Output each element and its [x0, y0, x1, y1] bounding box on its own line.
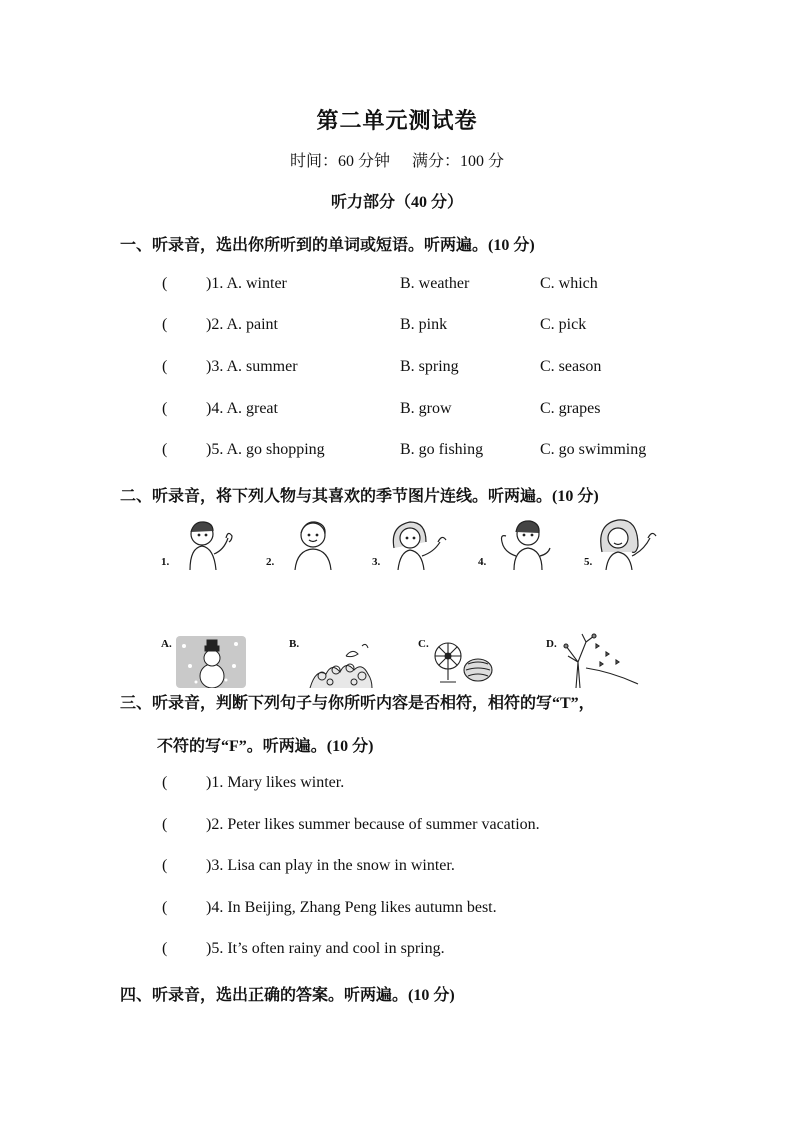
- girl-curly-hair-icon: [596, 516, 662, 570]
- s1-q1-option-c: C. which: [540, 275, 598, 292]
- tree-autumn-icon: [556, 632, 640, 688]
- s1-q5-option-c: C. go swimming: [540, 441, 647, 458]
- s3-statement-4: [162, 899, 497, 917]
- answer-blank[interactable]: (: [162, 441, 168, 458]
- boy-waving-icon: [176, 518, 246, 570]
- season-label-c: C.: [418, 638, 429, 650]
- option-a: )1. A. winter: [206, 275, 287, 292]
- answer-blank[interactable]: (: [162, 358, 168, 375]
- statement-text: )3. Lisa can play in the snow in winter.: [206, 857, 455, 874]
- s1-q1-option-b: B. weather: [400, 275, 470, 292]
- section3-heading: 三、听录音，判断下列句子与你所听内容是否相符，相符的写“T”，: [120, 695, 595, 712]
- flowers-spring-icon: [306, 638, 376, 688]
- s3-statement-5: [162, 940, 445, 958]
- s1-q5-option-b: B. go fishing: [400, 441, 484, 458]
- s1-q2-option-b: B. pink: [400, 316, 448, 333]
- person-label-2: 2.: [266, 556, 275, 568]
- answer-blank[interactable]: (: [162, 816, 168, 833]
- time-limit: 时间：60 分钟: [289, 153, 390, 170]
- statement-text: )5. It’s often rainy and cool in spring.: [206, 940, 445, 957]
- section4-heading: 四、听录音，选出正确的答案。听两遍。(10 分): [120, 987, 455, 1004]
- snowman-winter-icon: [176, 636, 246, 688]
- statement-text: )2. Peter likes summer because of summer vacation.: [206, 816, 540, 833]
- full-score: 满分：100 分: [412, 153, 505, 170]
- section3-heading-cont: 不符的写“F”。听两遍。(10 分): [157, 738, 374, 755]
- statement-text: )1. Mary likes winter.: [206, 774, 345, 791]
- answer-blank[interactable]: (: [162, 400, 168, 417]
- person-label-4: 4.: [478, 556, 487, 568]
- s1-q3-option-c: C. season: [540, 358, 602, 375]
- season-label-d: D.: [546, 638, 557, 650]
- season-label-b: B.: [289, 638, 300, 650]
- option-a: )2. A. paint: [206, 316, 278, 333]
- answer-blank[interactable]: (: [162, 899, 168, 916]
- s1-question-3: [162, 358, 298, 376]
- s1-q4-option-c: C. grapes: [540, 400, 601, 417]
- statement-text: )4. In Beijing, Zhang Peng likes autumn best.: [206, 899, 497, 916]
- section2-heading: 二、听录音，将下列人物与其喜欢的季节图片连线。听两遍。(10 分): [120, 488, 599, 505]
- boy-cheering-icon: [494, 518, 560, 570]
- page-title: 第二单元测试卷: [316, 108, 478, 133]
- answer-blank[interactable]: (: [162, 275, 168, 292]
- option-a: )3. A. summer: [206, 358, 298, 375]
- option-a: )5. A. go shopping: [206, 441, 325, 458]
- part-title: 听力部分（40 分）: [330, 194, 463, 211]
- answer-blank[interactable]: (: [162, 774, 168, 791]
- s3-statement-1: [162, 774, 344, 792]
- season-label-a: A.: [161, 638, 172, 650]
- girl-waving-icon: [386, 518, 456, 570]
- s1-question-4: [162, 400, 278, 418]
- s1-question-2: [162, 316, 278, 334]
- s1-q4-option-b: B. grow: [400, 400, 452, 417]
- person-label-5: 5.: [584, 556, 593, 568]
- fan-watermelon-summer-icon: [432, 636, 498, 686]
- s3-statement-2: [162, 816, 540, 834]
- s1-q2-option-c: C. pick: [540, 316, 587, 333]
- s1-question-1: [162, 275, 287, 293]
- s1-q3-option-b: B. spring: [400, 358, 459, 375]
- person-label-3: 3.: [372, 556, 381, 568]
- answer-blank[interactable]: (: [162, 940, 168, 957]
- answer-blank[interactable]: (: [162, 857, 168, 874]
- s1-question-5: [162, 441, 325, 459]
- answer-blank[interactable]: (: [162, 316, 168, 333]
- s3-statement-3: [162, 857, 455, 875]
- boy-smiling-icon: [285, 518, 347, 570]
- exam-meta: [0, 148, 794, 171]
- person-label-1: 1.: [161, 556, 170, 568]
- option-a: )4. A. great: [206, 400, 278, 417]
- section1-heading: 一、听录音，选出你所听到的单词或短语。听两遍。(10 分): [120, 237, 535, 254]
